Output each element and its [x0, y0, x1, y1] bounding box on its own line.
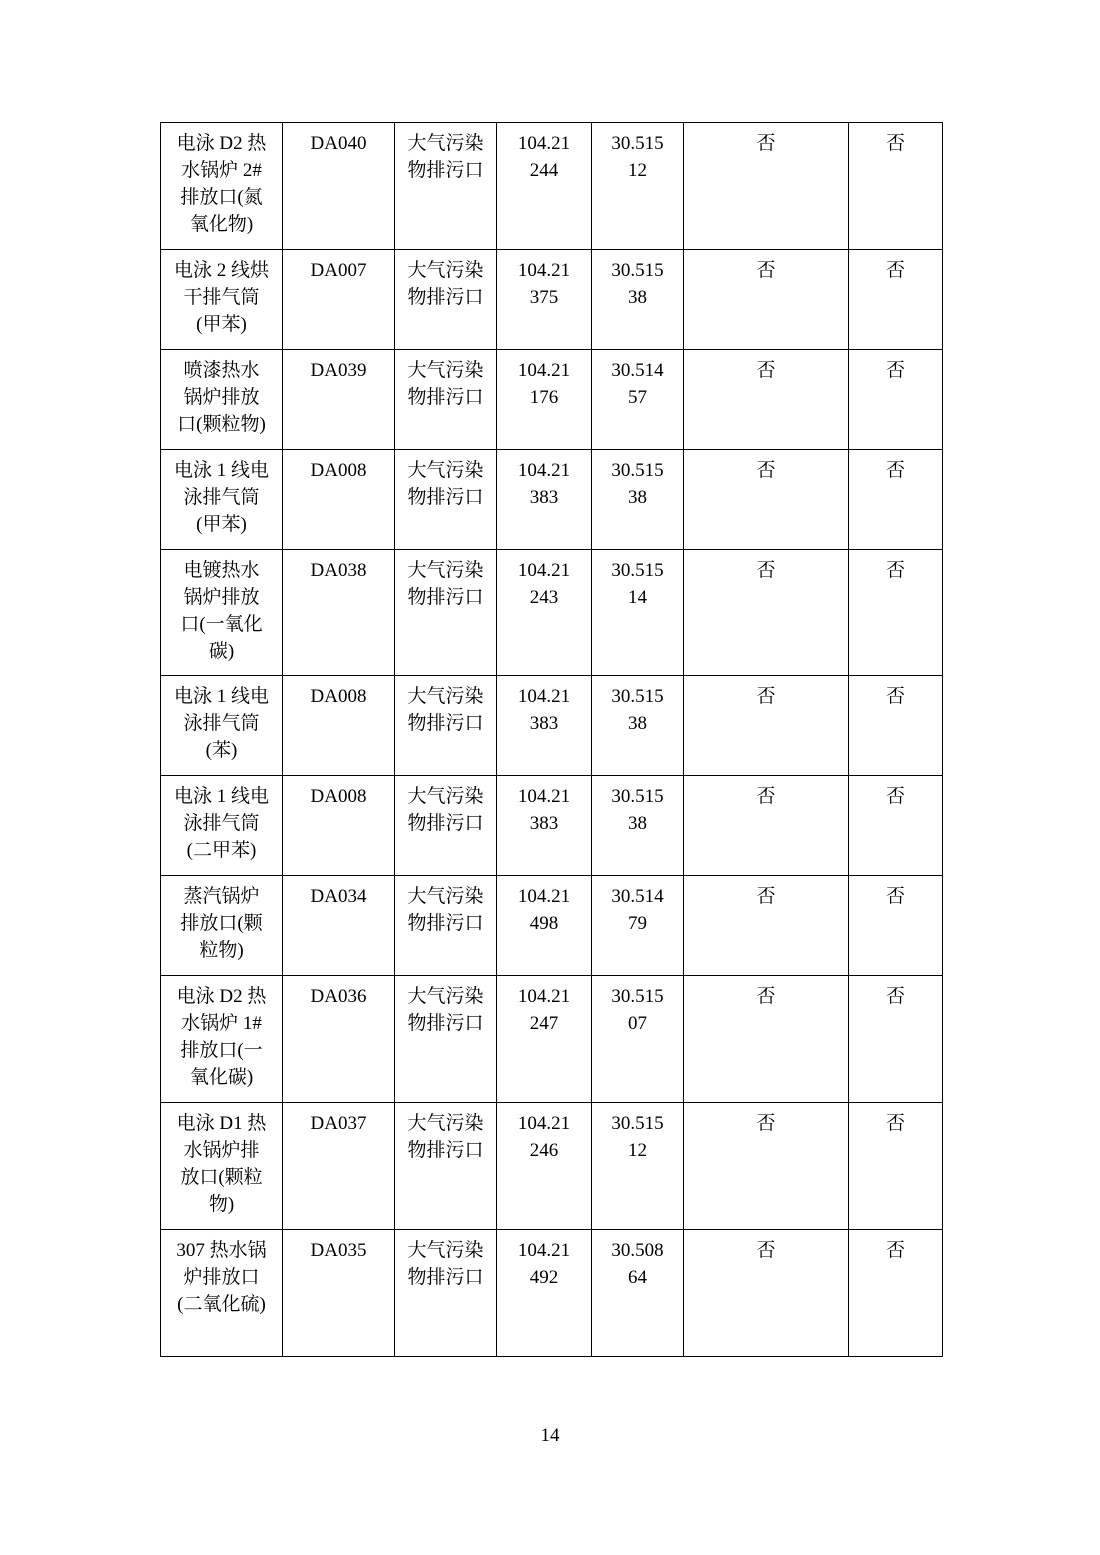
- outlet-type-cell: [395, 249, 497, 349]
- outlet-name-cell: [161, 449, 283, 549]
- latitude-cell: [592, 1229, 684, 1356]
- flag2-cell: 否: [849, 549, 943, 676]
- longitude-cell: [497, 349, 592, 449]
- outlet-name-line: 电泳 D2 热: [176, 986, 267, 1008]
- latitude-line: 14: [628, 586, 647, 608]
- longitude-cell: [497, 449, 592, 549]
- longitude-line: 244: [529, 159, 559, 181]
- flag2-cell: 否: [849, 976, 943, 1103]
- longitude-line: 104.21: [517, 1239, 571, 1261]
- outlet-type-line: 物排污口: [407, 1266, 484, 1288]
- outlet-name-line: 口(颗粒物): [177, 413, 266, 435]
- longitude-line: 498: [529, 913, 559, 935]
- page-number: 14: [540, 1425, 560, 1446]
- outlet-name-line: 碳): [208, 640, 235, 662]
- longitude-line: 246: [529, 1140, 559, 1162]
- flag1-cell: 否: [684, 549, 849, 676]
- table-row: [161, 449, 943, 549]
- latitude-cell: [592, 249, 684, 349]
- outlet-name-line: 307 热水锅: [176, 1239, 267, 1261]
- emission-outlet-table: [160, 122, 943, 1357]
- table-row: [161, 1103, 943, 1230]
- outlet-type-line: 大气污染: [407, 786, 484, 808]
- outlet-type-cell: [395, 449, 497, 549]
- table-row: [161, 549, 943, 676]
- longitude-line: 104.21: [517, 133, 571, 154]
- longitude-line: 104.21: [517, 686, 571, 708]
- latitude-line: 30.514: [611, 886, 664, 908]
- longitude-line: 176: [529, 386, 559, 408]
- outlet-code-cell: DA007: [283, 249, 395, 349]
- outlet-type-line: 物排污口: [407, 713, 484, 735]
- latitude-line: 07: [628, 1013, 647, 1035]
- latitude-cell: [592, 349, 684, 449]
- longitude-line: 247: [529, 1013, 559, 1035]
- outlet-name-cell: [161, 549, 283, 676]
- outlet-code-cell: DA037: [283, 1103, 395, 1230]
- outlet-name-cell: [161, 123, 283, 250]
- longitude-line: 104.21: [517, 459, 571, 481]
- outlet-name-cell: [161, 1103, 283, 1230]
- outlet-name-line: 排放口(颗: [180, 913, 263, 935]
- outlet-type-line: 物排污口: [407, 1140, 484, 1162]
- outlet-type-cell: [395, 676, 497, 776]
- outlet-name-cell: [161, 976, 283, 1103]
- flag2-cell: 否: [849, 123, 943, 250]
- outlet-name-cell: [161, 349, 283, 449]
- outlet-name-cell: [161, 776, 283, 876]
- outlet-name-line: (苯): [205, 740, 238, 762]
- table-row: [161, 676, 943, 776]
- flag1-cell: 否: [684, 876, 849, 976]
- latitude-line: 30.515: [611, 786, 664, 808]
- outlet-type-line: 大气污染: [407, 359, 484, 381]
- outlet-name-line: 泳排气筒: [183, 713, 260, 735]
- outlet-type-line: 大气污染: [407, 1239, 484, 1261]
- latitude-line: 38: [628, 813, 647, 835]
- latitude-cell: [592, 876, 684, 976]
- outlet-name-cell: [161, 1229, 283, 1356]
- flag2-cell: 否: [849, 776, 943, 876]
- outlet-type-cell: [395, 876, 497, 976]
- outlet-type-cell: [395, 549, 497, 676]
- latitude-cell: [592, 776, 684, 876]
- outlet-type-line: 大气污染: [407, 986, 484, 1008]
- flag1-cell: 否: [684, 349, 849, 449]
- table-row: [161, 349, 943, 449]
- longitude-cell: [497, 676, 592, 776]
- latitude-line: 38: [628, 486, 647, 508]
- outlet-code-cell: DA038: [283, 549, 395, 676]
- latitude-line: 64: [628, 1266, 647, 1288]
- longitude-line: 375: [529, 286, 559, 308]
- outlet-type-line: 大气污染: [407, 559, 484, 581]
- outlet-name-line: 泳排气筒: [183, 813, 260, 835]
- outlet-type-line: 大气污染: [407, 1113, 484, 1135]
- outlet-name-line: 物): [208, 1193, 235, 1215]
- outlet-name-line: 炉排放口: [183, 1266, 260, 1288]
- latitude-line: 30.515: [611, 686, 664, 708]
- longitude-cell: [497, 249, 592, 349]
- outlet-name-line: 水锅炉 1#: [181, 1013, 262, 1035]
- outlet-type-line: 大气污染: [407, 686, 484, 708]
- flag2-cell: 否: [849, 1229, 943, 1356]
- latitude-line: 12: [628, 159, 647, 181]
- outlet-name-line: 水锅炉 2#: [181, 159, 262, 181]
- outlet-type-line: 物排污口: [407, 486, 484, 508]
- outlet-code-cell: DA040: [283, 123, 395, 250]
- outlet-type-line: 物排污口: [407, 1013, 484, 1035]
- outlet-name-line: 口(一氧化: [180, 613, 263, 635]
- latitude-cell: [592, 123, 684, 250]
- outlet-name-line: (甲苯): [196, 313, 247, 335]
- latitude-line: 12: [628, 1140, 647, 1162]
- longitude-line: 383: [529, 486, 559, 508]
- longitude-cell: [497, 776, 592, 876]
- outlet-code-cell: DA035: [283, 1229, 395, 1356]
- outlet-name-line: (甲苯): [196, 513, 247, 535]
- table-row: [161, 1229, 943, 1356]
- table-body: [161, 123, 943, 1357]
- longitude-cell: [497, 549, 592, 676]
- outlet-type-line: 大气污染: [407, 459, 484, 481]
- outlet-name-line: 电镀热水: [183, 559, 260, 581]
- longitude-line: 383: [529, 713, 559, 735]
- outlet-type-line: 大气污染: [407, 259, 484, 281]
- outlet-name-line: 排放口(氮: [180, 186, 263, 208]
- table-row: [161, 123, 943, 250]
- outlet-name-line: 电泳 D2 热: [176, 133, 267, 154]
- longitude-line: 104.21: [517, 886, 571, 908]
- outlet-code-cell: DA039: [283, 349, 395, 449]
- outlet-type-line: 物排污口: [407, 586, 484, 608]
- outlet-name-line: 放口(颗粒: [180, 1167, 263, 1188]
- flag2-cell: 否: [849, 876, 943, 976]
- outlet-name-line: 蒸汽锅炉: [183, 886, 260, 908]
- outlet-name-cell: [161, 249, 283, 349]
- latitude-cell: [592, 549, 684, 676]
- outlet-name-line: (二氧化硫): [177, 1293, 266, 1315]
- latitude-cell: [592, 449, 684, 549]
- outlet-type-cell: [395, 349, 497, 449]
- longitude-line: 104.21: [517, 986, 571, 1008]
- latitude-line: 30.515: [611, 559, 664, 581]
- latitude-line: 30.515: [611, 133, 664, 154]
- longitude-cell: [497, 1229, 592, 1356]
- outlet-code-cell: DA008: [283, 776, 395, 876]
- flag1-cell: 否: [684, 976, 849, 1103]
- outlet-type-line: 大气污染: [407, 133, 484, 154]
- flag2-cell: 否: [849, 676, 943, 776]
- flag1-cell: 否: [684, 776, 849, 876]
- longitude-line: 243: [529, 586, 559, 608]
- longitude-cell: [497, 123, 592, 250]
- flag2-cell: 否: [849, 449, 943, 549]
- outlet-name-line: 锅炉排放: [183, 586, 260, 608]
- latitude-line: 30.515: [611, 986, 664, 1008]
- outlet-name-line: 锅炉排放: [183, 386, 260, 408]
- latitude-line: 57: [628, 386, 647, 408]
- outlet-name-line: 干排气筒: [183, 286, 260, 308]
- table-row: [161, 249, 943, 349]
- outlet-name-line: 氧化物): [189, 213, 254, 235]
- longitude-cell: [497, 976, 592, 1103]
- flag1-cell: 否: [684, 249, 849, 349]
- longitude-cell: [497, 1103, 592, 1230]
- outlet-code-cell: DA036: [283, 976, 395, 1103]
- latitude-cell: [592, 676, 684, 776]
- outlet-type-cell: [395, 1103, 497, 1230]
- emission-outlet-table-wrapper: [160, 122, 942, 1357]
- outlet-type-line: 物排污口: [407, 813, 484, 835]
- latitude-line: 79: [628, 913, 647, 935]
- outlet-name-line: 电泳 D1 热: [176, 1113, 267, 1135]
- outlet-type-cell: [395, 123, 497, 250]
- outlet-name-cell: [161, 876, 283, 976]
- flag2-cell: 否: [849, 349, 943, 449]
- latitude-line: 30.515: [611, 1113, 664, 1135]
- outlet-name-line: [165, 1319, 278, 1346]
- table-row: [161, 976, 943, 1103]
- longitude-cell: [497, 876, 592, 976]
- longitude-line: 104.21: [517, 259, 571, 281]
- longitude-line: 383: [529, 813, 559, 835]
- longitude-line: 104.21: [517, 1113, 571, 1135]
- latitude-line: 30.508: [611, 1239, 664, 1261]
- longitude-line: 104.21: [517, 559, 571, 581]
- outlet-name-line: 电泳 1 线电: [173, 686, 269, 708]
- outlet-type-line: 物排污口: [407, 913, 484, 935]
- outlet-name-line: 氧化碳): [189, 1067, 254, 1089]
- latitude-line: 30.515: [611, 459, 664, 481]
- outlet-name-line: 排放口(一: [180, 1040, 263, 1062]
- latitude-line: 30.515: [611, 259, 664, 281]
- flag2-cell: 否: [849, 1103, 943, 1230]
- outlet-type-cell: [395, 776, 497, 876]
- flag1-cell: 否: [684, 1229, 849, 1356]
- outlet-name-line: 水锅炉排: [183, 1140, 260, 1162]
- table-row: [161, 876, 943, 976]
- flag1-cell: 否: [684, 123, 849, 250]
- flag2-cell: 否: [849, 249, 943, 349]
- outlet-code-cell: DA034: [283, 876, 395, 976]
- outlet-name-cell: [161, 676, 283, 776]
- flag1-cell: 否: [684, 449, 849, 549]
- outlet-name-line: 电泳 1 线电: [173, 786, 269, 808]
- longitude-line: 104.21: [517, 786, 571, 808]
- outlet-type-line: 物排污口: [407, 159, 484, 181]
- outlet-type-line: 物排污口: [407, 286, 484, 308]
- outlet-type-line: 物排污口: [407, 386, 484, 408]
- outlet-name-line: 粒物): [199, 940, 244, 962]
- latitude-line: 38: [628, 713, 647, 735]
- outlet-type-line: 大气污染: [407, 886, 484, 908]
- latitude-line: 38: [628, 286, 647, 308]
- outlet-type-cell: [395, 1229, 497, 1356]
- table-row: [161, 776, 943, 876]
- latitude-cell: [592, 976, 684, 1103]
- latitude-line: 30.514: [611, 359, 664, 381]
- outlet-code-cell: DA008: [283, 676, 395, 776]
- outlet-type-cell: [395, 976, 497, 1103]
- outlet-code-cell: DA008: [283, 449, 395, 549]
- outlet-name-line: 电泳 2 线烘: [173, 259, 269, 281]
- outlet-name-line: 电泳 1 线电: [173, 459, 269, 481]
- outlet-name-line: 喷漆热水: [183, 359, 260, 381]
- latitude-cell: [592, 1103, 684, 1230]
- longitude-line: 492: [529, 1266, 559, 1288]
- outlet-name-line: 泳排气筒: [183, 486, 260, 508]
- flag1-cell: 否: [684, 676, 849, 776]
- longitude-line: 104.21: [517, 359, 571, 381]
- flag1-cell: 否: [684, 1103, 849, 1230]
- outlet-name-line: (二甲苯): [186, 840, 257, 862]
